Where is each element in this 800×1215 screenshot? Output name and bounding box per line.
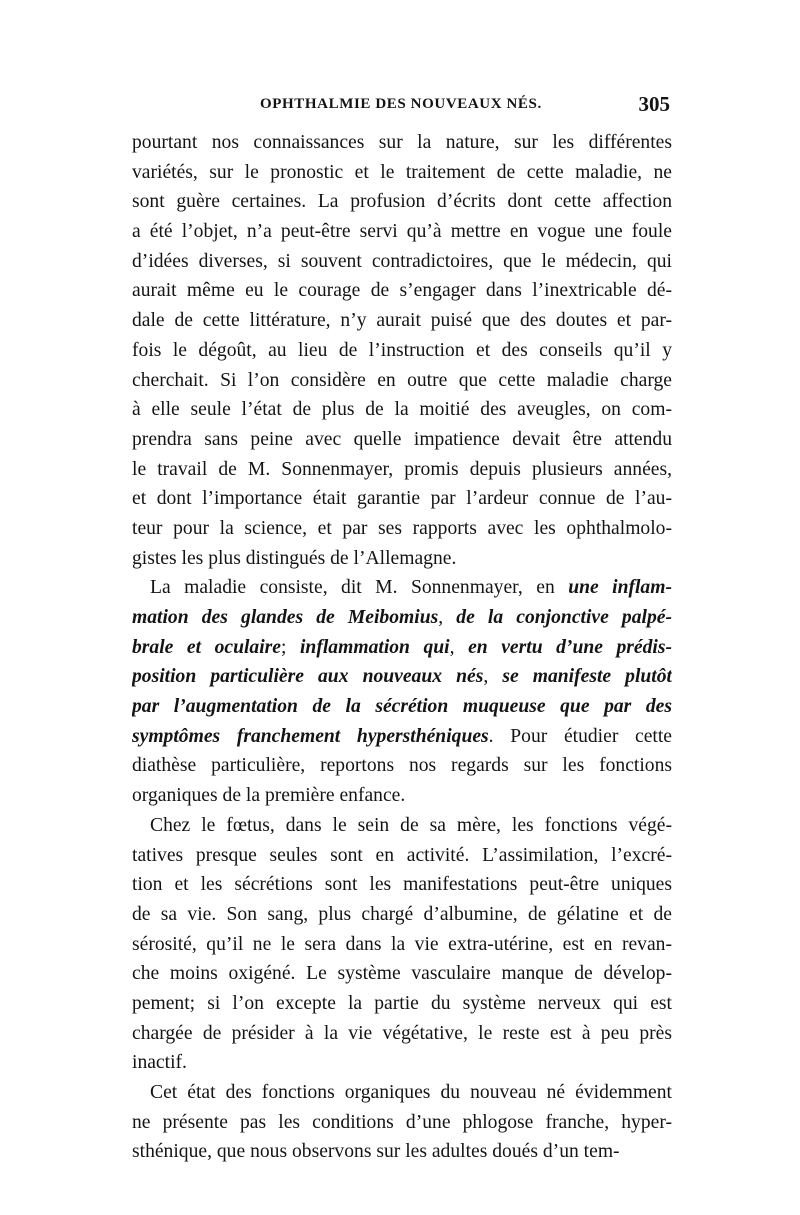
text-line bbox=[132, 544, 672, 574]
text-line bbox=[132, 336, 672, 366]
text-line bbox=[132, 1078, 672, 1108]
text-line bbox=[132, 781, 672, 811]
italic-text-segment: se manifeste plutôt bbox=[502, 666, 672, 688]
text-segment: chargée de présider à la vie végétative, le reste est à peu près bbox=[132, 1022, 672, 1044]
italic-text-segment: de la conjonctive palpé- bbox=[456, 607, 672, 628]
text-segment: , bbox=[438, 607, 457, 628]
paragraph bbox=[132, 573, 672, 811]
italic-text-segment: mation des glandes de Meibomius bbox=[132, 607, 439, 628]
page-header bbox=[132, 94, 672, 124]
text-line bbox=[132, 662, 672, 692]
text-line bbox=[132, 811, 672, 841]
text-line bbox=[132, 484, 672, 514]
text-segment: Cet état des fonctions organiques du nouveau né évidemment bbox=[150, 1082, 672, 1103]
text-line bbox=[132, 247, 672, 277]
text-segment: aurait même eu le courage de s’engager dans l’inextricable dé- bbox=[132, 280, 672, 302]
italic-text-segment: inflammation qui bbox=[299, 636, 450, 658]
text-segment: , bbox=[449, 636, 469, 658]
text-segment: teur pour la science, et par ses rapports avec les ophthalmolo- bbox=[132, 517, 672, 539]
text-line bbox=[132, 1108, 672, 1138]
text-line bbox=[132, 514, 672, 544]
text-segment: sérosité, qu’il ne le sera dans la vie extra-utérine, est en revan- bbox=[132, 933, 672, 955]
text-line bbox=[132, 366, 672, 396]
text-segment: variétés, sur le pronostic et le traitement de cette maladie, ne bbox=[132, 161, 672, 183]
italic-text-segment: brale et oculaire bbox=[132, 636, 281, 658]
text-line bbox=[132, 187, 672, 217]
text-line bbox=[132, 1019, 672, 1049]
text-segment: , bbox=[483, 666, 503, 688]
text-line bbox=[132, 930, 672, 960]
text-line bbox=[132, 158, 672, 188]
text-segment: prendra sans peine avec quelle impatience devait être attendu bbox=[132, 428, 672, 450]
text-segment: a été l’objet, n’a peut-être servi qu’à mettre en vogue une foule bbox=[132, 221, 672, 243]
text-segment: che moins oxigéné. Le système vasculaire manque de dévelop- bbox=[132, 963, 672, 985]
italic-text-segment: symptômes franchement hypersthéniques bbox=[132, 725, 489, 747]
text-segment: . Pour étudier cette bbox=[488, 725, 672, 747]
italic-text-segment: une inflam- bbox=[568, 577, 672, 599]
text-line bbox=[132, 841, 672, 871]
text-line bbox=[132, 870, 672, 900]
text-line bbox=[132, 455, 672, 485]
text-line bbox=[132, 128, 672, 158]
text-line bbox=[132, 722, 672, 752]
text-segment: cherchait. Si l’on considère en outre que cette maladie charge bbox=[132, 369, 672, 391]
text-line bbox=[132, 751, 672, 781]
text-segment: pement; si l’on excepte la partie du système nerveux qui est bbox=[132, 992, 672, 1014]
text-line bbox=[132, 276, 672, 306]
text-segment: inactif. bbox=[132, 1052, 187, 1074]
text-segment: de sa vie. Son sang, plus chargé d’albumine, de gélatine et de bbox=[132, 903, 672, 925]
italic-text-segment: par l’augmentation de la sécrétion muqueuse que par des bbox=[132, 696, 672, 718]
text-line bbox=[132, 573, 672, 603]
paragraph bbox=[132, 128, 672, 573]
text-segment: le travail de M. Sonnenmayer, promis depuis plusieurs années, bbox=[132, 458, 672, 480]
text-segment: organiques de la première enfance. bbox=[132, 785, 406, 807]
text-segment: d’idées diverses, si souvent contradictoires, que le médecin, qui bbox=[132, 250, 672, 272]
text-segment: tion et les sécrétions sont les manifestations peut-être uniques bbox=[132, 874, 672, 896]
text-line bbox=[132, 989, 672, 1019]
text-line bbox=[132, 217, 672, 247]
text-line bbox=[132, 395, 672, 425]
text-segment: fois le dégoût, au lieu de l’instruction et des conseils qu’il y bbox=[132, 339, 672, 361]
text-line bbox=[132, 959, 672, 989]
text-line bbox=[132, 306, 672, 336]
running-title: OPHTHALMIE DES NOUVEAUX NÉS. bbox=[260, 96, 542, 112]
text-line bbox=[132, 425, 672, 455]
text-line bbox=[132, 1137, 672, 1167]
text-segment: pourtant nos connaissances sur la nature, sur les différentes bbox=[132, 132, 672, 153]
text-segment: diathèse particulière, reportons nos regards sur les fonctions bbox=[132, 755, 672, 777]
italic-text-segment: position particulière aux nouveaux nés bbox=[132, 666, 484, 688]
text-segment: Chez le fœtus, dans le sein de sa mère, les fonctions végé- bbox=[150, 814, 672, 836]
text-segment: sont guère certaines. La profusion d’écrits dont cette affection bbox=[132, 191, 672, 213]
text-segment: ; bbox=[280, 636, 300, 658]
text-segment: ne présente pas les conditions d’une phlogose franche, hyper- bbox=[132, 1111, 672, 1133]
italic-text-segment: en vertu d’une prédis- bbox=[468, 636, 672, 658]
text-line bbox=[132, 603, 672, 633]
text-segment: dale de cette littérature, n’y aurait puisé que des doutes et par- bbox=[132, 310, 672, 332]
text-segment: sthénique, que nous observons sur les adultes doués d’un tem- bbox=[132, 1141, 620, 1163]
page-number: 305 bbox=[638, 92, 670, 116]
body-text bbox=[132, 128, 672, 1167]
text-segment: à elle seule l’état de plus de la moitié des aveugles, on com- bbox=[132, 399, 672, 421]
text-segment: tatives presque seules sont en activité. L’assimilation, l’excré- bbox=[132, 844, 672, 866]
text-line bbox=[132, 633, 672, 663]
text-line bbox=[132, 1048, 672, 1078]
paragraph bbox=[132, 811, 672, 1078]
text-segment: La maladie consiste, dit M. Sonnenmayer, en bbox=[150, 577, 569, 599]
paragraph bbox=[132, 1078, 672, 1167]
text-segment: gistes les plus distingués de l’Allemagne. bbox=[132, 547, 457, 569]
text-line bbox=[132, 900, 672, 930]
text-segment: et dont l’importance était garantie par l’ardeur connue de l’au- bbox=[132, 488, 672, 510]
text-line bbox=[132, 692, 672, 722]
